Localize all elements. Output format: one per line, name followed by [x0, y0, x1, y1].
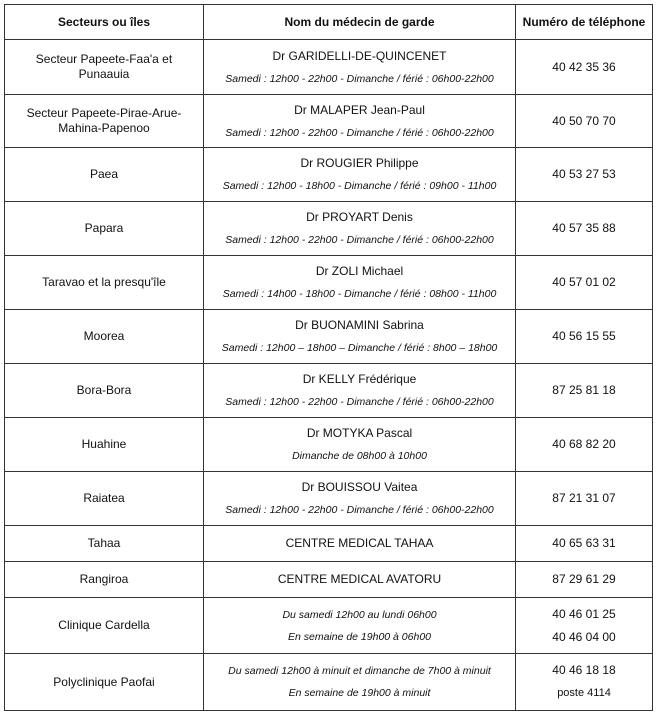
- doctor-cell: [204, 598, 516, 654]
- phone-number: 40 53 27 53: [552, 167, 616, 181]
- phone-number: 40 42 35 36: [552, 59, 616, 74]
- table-row: [5, 310, 653, 364]
- phone-cell: [516, 562, 653, 598]
- table-row: [5, 364, 653, 418]
- header-doctor: Nom du médecin de garde: [204, 5, 516, 40]
- phone-number: 40 46 18 18: [552, 663, 616, 677]
- phone-number: 40 57 01 02: [552, 275, 616, 289]
- phone-number: 87 29 61 29: [552, 572, 616, 586]
- sector-cell: Tahaa: [5, 526, 204, 562]
- sector-cell: Secteur Papeete-Pirae-Arue-Mahina-Papenoo: [5, 95, 204, 148]
- sector-cell: Paea: [5, 148, 204, 202]
- phone-cell: [516, 472, 653, 526]
- table-row: [5, 526, 653, 562]
- sector-cell: Taravao et la presqu'île: [5, 256, 204, 310]
- sector-cell: Rangiroa: [5, 562, 204, 598]
- phone-number: 40 50 70 70: [552, 113, 616, 128]
- on-call-hours: Samedi : 12h00 - 22h00 - Dimanche / férié : 06h00-22h00: [225, 396, 494, 408]
- table-row: [5, 95, 653, 148]
- sector-cell: Moorea: [5, 310, 204, 364]
- doctor-name: CENTRE MEDICAL TAHAA: [285, 536, 434, 550]
- phone-number: 87 25 81 18: [552, 383, 616, 397]
- doctor-name: Dr PROYART Denis: [306, 210, 413, 224]
- doctor-cell: [204, 40, 516, 95]
- phone-cell: [516, 202, 653, 256]
- doctor-cell: [204, 418, 516, 472]
- table-body: [5, 40, 653, 711]
- phone-number: poste 4114: [557, 687, 611, 699]
- table-row: [5, 256, 653, 310]
- table-row: [5, 562, 653, 598]
- phone-number: 40 65 63 31: [552, 536, 616, 550]
- doctor-name: Dr BUONAMINI Sabrina: [295, 318, 424, 332]
- on-call-hours: Du samedi 12h00 au lundi 06h00: [282, 608, 437, 621]
- table-row: [5, 598, 653, 654]
- phone-cell: [516, 654, 653, 711]
- phone-cell: [516, 256, 653, 310]
- phone-cell: [516, 526, 653, 562]
- on-call-hours: Samedi : 14h00 - 18h00 - Dimanche / férié : 08h00 - 11h00: [222, 288, 497, 300]
- phone-cell: [516, 95, 653, 148]
- phone-number: 40 56 15 55: [552, 329, 616, 343]
- doctor-cell: [204, 256, 516, 310]
- phone-number: 40 46 01 25: [552, 606, 616, 621]
- doctor-cell: [204, 95, 516, 148]
- doctor-name: CENTRE MEDICAL AVATORU: [277, 572, 442, 586]
- phone-cell: [516, 310, 653, 364]
- phone-cell: [516, 598, 653, 654]
- on-call-hours: Samedi : 12h00 – 18h00 – Dimanche / férié : 8h00 – 18h00: [221, 342, 498, 354]
- sector-cell: Papara: [5, 202, 204, 256]
- on-call-hours: Samedi : 12h00 - 22h00 - Dimanche / férié : 06h00-22h00: [225, 234, 494, 246]
- phone-number: 40 68 82 20: [552, 437, 616, 451]
- doctor-cell: [204, 562, 516, 598]
- doctor-cell: [204, 654, 516, 711]
- header-phone: Numéro de téléphone: [516, 5, 653, 40]
- doctor-name: Dr BOUISSOU Vaitea: [301, 480, 418, 494]
- phone-cell: [516, 418, 653, 472]
- phone-cell: [516, 364, 653, 418]
- header-sector: Secteurs ou îles: [5, 5, 204, 40]
- on-call-hours: Samedi : 12h00 - 22h00 - Dimanche / férié : 06h00-22h00: [225, 126, 494, 139]
- phone-number: 40 46 04 00: [552, 629, 616, 644]
- doctor-cell: [204, 310, 516, 364]
- doctor-cell: [204, 148, 516, 202]
- on-call-hours: Samedi : 12h00 - 22h00 - Dimanche / férié : 06h00-22h00: [225, 504, 494, 516]
- table-row: [5, 654, 653, 711]
- table-row: [5, 418, 653, 472]
- doctor-name: Dr ZOLI Michael: [315, 264, 404, 278]
- sector-cell: Huahine: [5, 418, 204, 472]
- doctor-name: Dr KELLY Frédérique: [302, 372, 417, 386]
- on-call-hours: Du samedi 12h00 à minuit et dimanche de 7h00 à minuit: [228, 665, 491, 677]
- on-call-hours: En semaine de 19h00 à minuit: [288, 687, 431, 699]
- phone-number: 40 57 35 88: [552, 221, 616, 235]
- doctor-cell: [204, 364, 516, 418]
- table-row: [5, 148, 653, 202]
- on-call-table: [4, 4, 653, 711]
- sector-cell: Clinique Cardella: [5, 598, 204, 654]
- doctor-name: Dr MALAPER Jean-Paul: [294, 102, 425, 117]
- doctor-cell: [204, 526, 516, 562]
- on-call-hours: En semaine de 19h00 à 06h00: [287, 630, 432, 643]
- on-call-hours: Samedi : 12h00 - 22h00 - Dimanche / férié : 06h00-22h00: [225, 72, 494, 85]
- sector-cell: Secteur Papeete-Faa'a et Punaauia: [5, 40, 204, 95]
- doctor-cell: [204, 202, 516, 256]
- on-call-hours: Dimanche de 08h00 à 10h00: [292, 450, 427, 462]
- table-row: [5, 472, 653, 526]
- header-row: [5, 5, 653, 40]
- doctor-cell: [204, 472, 516, 526]
- phone-cell: [516, 148, 653, 202]
- sector-cell: Raiatea: [5, 472, 204, 526]
- doctor-name: Dr MOTYKA Pascal: [306, 426, 413, 440]
- phone-number: 87 21 31 07: [552, 491, 616, 505]
- table-row: [5, 202, 653, 256]
- on-call-hours: Samedi : 12h00 - 18h00 - Dimanche / férié : 09h00 - 11h00: [222, 180, 497, 192]
- doctor-name: Dr ROUGIER Philippe: [300, 156, 419, 170]
- table-row: [5, 40, 653, 95]
- sector-cell: Polyclinique Paofai: [5, 654, 204, 711]
- doctor-name: Dr GARIDELLI-DE-QUINCENET: [272, 48, 447, 63]
- sector-cell: Bora-Bora: [5, 364, 204, 418]
- phone-cell: [516, 40, 653, 95]
